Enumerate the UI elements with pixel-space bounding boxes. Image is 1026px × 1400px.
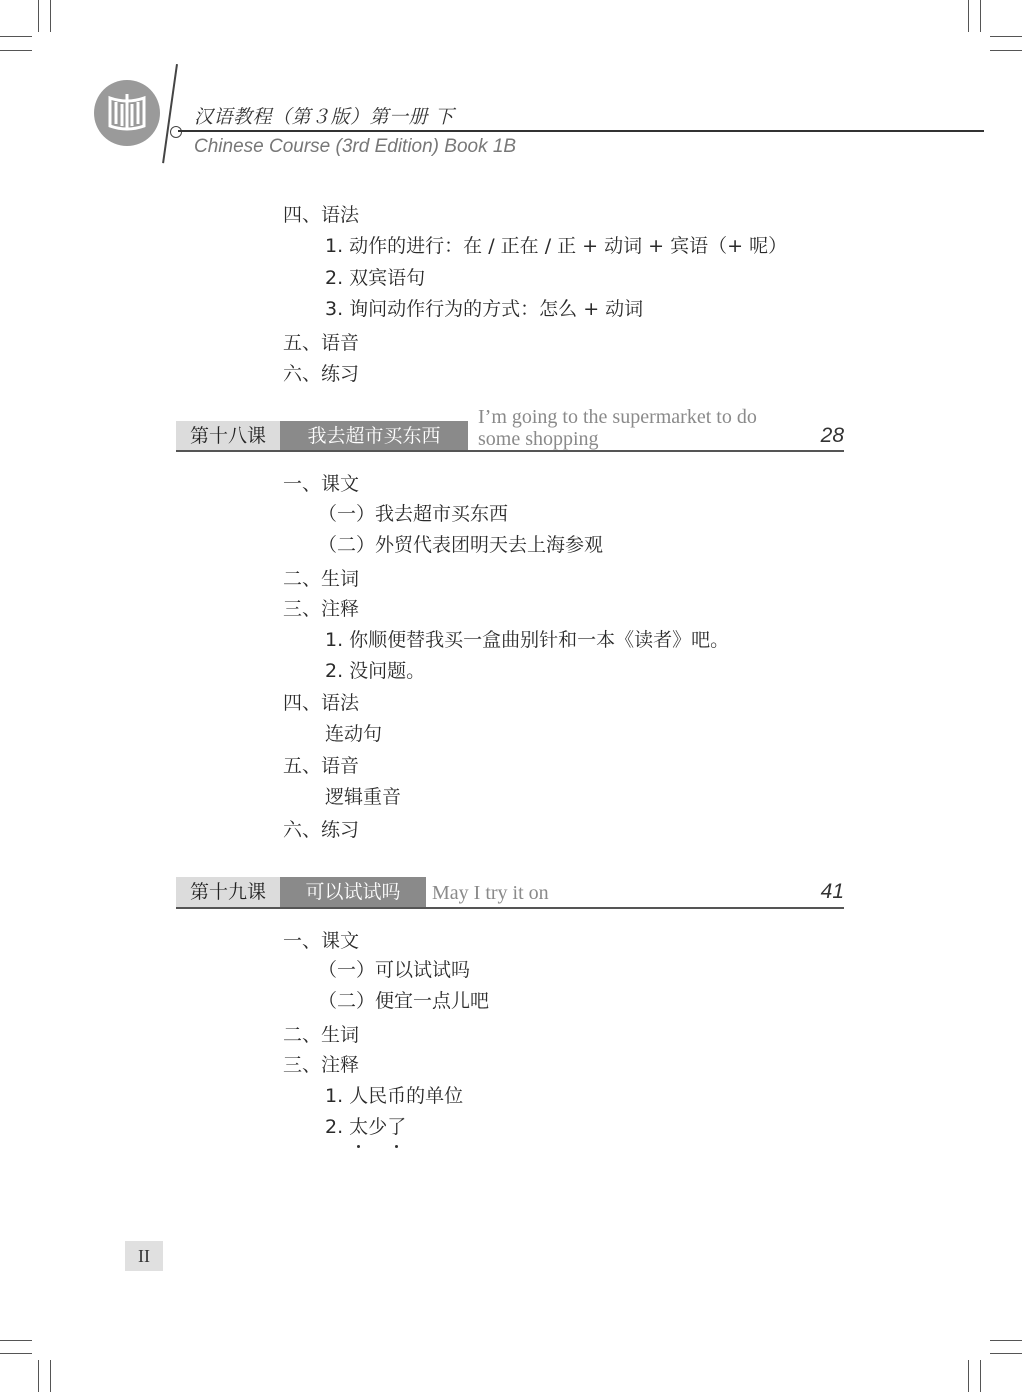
lesson-number: 第十八课 [176, 421, 280, 451]
lesson-title: 可以试试吗 [280, 877, 426, 907]
lesson-page-number: 28 [820, 424, 844, 447]
crop-mark [38, 1360, 39, 1392]
note-item-emphasis [325, 1112, 406, 1139]
grammar-item: 连动句 [325, 723, 383, 745]
header-divider [162, 64, 178, 163]
notes-heading: 三、注释 [283, 1054, 360, 1076]
lesson-19-banner[interactable] [176, 876, 844, 910]
crop-mark [50, 0, 51, 32]
crop-mark [990, 50, 1022, 51]
crop-mark [980, 1360, 981, 1392]
header-rule [178, 130, 984, 132]
crop-mark [990, 1353, 1022, 1354]
book-logo-icon [94, 80, 160, 146]
crop-mark [0, 36, 32, 37]
grammar-heading: 四、语法 [283, 692, 360, 714]
lesson-title: 我去超市买东西 [280, 421, 468, 451]
grammar-item: 2. 双宾语句 [325, 267, 426, 289]
emphasis-char: 了 [387, 1112, 406, 1139]
vocab-heading: 二、生词 [283, 568, 360, 590]
grammar-item: 3. 询问动作行为的方式：怎么 + 动词 [325, 298, 644, 320]
crop-mark [38, 0, 39, 32]
crop-mark [50, 1360, 51, 1392]
phonetics-item: 逻辑重音 [325, 786, 402, 808]
grammar-heading: 四、语法 [283, 204, 360, 226]
book-title-english: Chinese Course (3rd Edition) Book 1B [194, 136, 517, 157]
note-item: 1. 人民币的单位 [325, 1085, 464, 1107]
grammar-item: 1. 动作的进行：在 / 正在 / 正 + 动词 + 宾语（+ 呢） [325, 235, 788, 257]
crop-mark [968, 0, 969, 32]
lesson-rule [176, 450, 844, 452]
phonetics-heading: 五、语音 [283, 332, 360, 354]
crop-mark [0, 50, 32, 51]
lesson-english-title: May I try it on [432, 882, 549, 904]
crop-mark [990, 36, 1022, 37]
note-char: 少 [368, 1116, 388, 1138]
exercises-heading: 六、练习 [283, 363, 360, 385]
text-item: （二）便宜一点儿吧 [318, 990, 490, 1012]
lesson-rule [176, 907, 844, 909]
crop-mark [0, 1340, 32, 1341]
lesson-18-banner[interactable] [176, 400, 844, 454]
lesson-english-title-line2: some shopping [478, 428, 599, 450]
book-title-chinese: 汉语教程（第３版）第一册 下 [194, 106, 455, 128]
notes-heading: 三、注释 [283, 598, 360, 620]
note-item: 1. 你顺便替我买一盒曲别针和一本《读者》吧。 [325, 629, 730, 651]
note-prefix: 2. [325, 1116, 350, 1138]
vocab-heading: 二、生词 [283, 1024, 360, 1046]
lesson-english-title-line1: I’m going to the supermarket to do [478, 406, 757, 428]
header-ring [170, 126, 182, 138]
text-heading: 一、课文 [283, 930, 360, 952]
lesson-number: 第十九课 [176, 877, 280, 907]
lesson-page-number: 41 [820, 880, 844, 903]
text-heading: 一、课文 [283, 473, 360, 495]
crop-mark [990, 1340, 1022, 1341]
crop-mark [0, 1353, 32, 1354]
text-item: （二）外贸代表团明天去上海参观 [318, 534, 604, 556]
text-item: （一）我去超市买东西 [318, 503, 509, 525]
note-item: 2. 没问题。 [325, 660, 426, 682]
crop-mark [980, 0, 981, 32]
emphasis-char: 太 [349, 1112, 368, 1139]
text-item: （一）可以试试吗 [318, 959, 471, 981]
phonetics-heading: 五、语音 [283, 755, 360, 777]
exercises-heading: 六、练习 [283, 819, 360, 841]
crop-mark [968, 1360, 969, 1392]
page-number: II [125, 1241, 163, 1271]
